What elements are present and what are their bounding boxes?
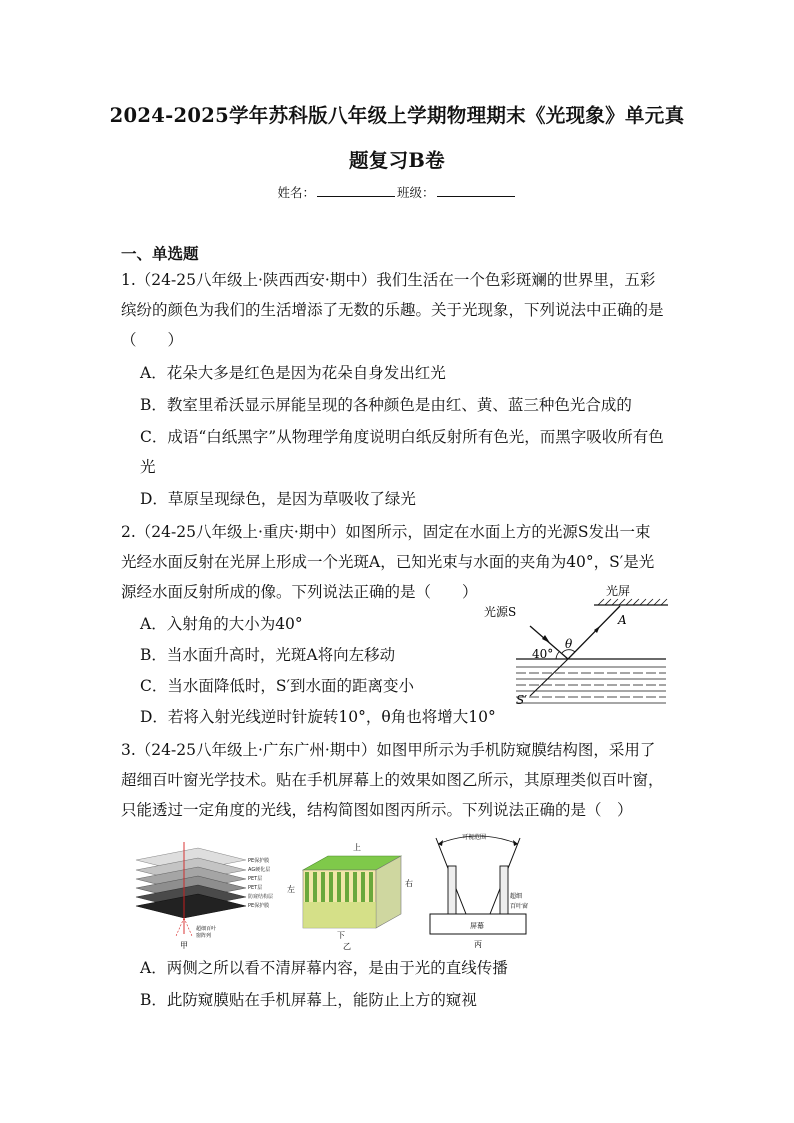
yi-right-label: 右 [405, 879, 413, 888]
q1-option-a: A．花朵大多是红色是因为花朵自身发出红光 [140, 364, 446, 382]
screen-label: 光屏 [606, 584, 631, 598]
q2-stem-line3: 源经水面反射所成的像。下列说法正确的是（ ） [121, 583, 478, 601]
image-ray [530, 659, 568, 696]
q3-figure-yi [283, 840, 423, 950]
image-s-prime-label: S′ [516, 693, 527, 707]
louver-right [500, 866, 508, 914]
louver-note2: 窗阵列 [196, 933, 212, 939]
svg-text:防窥结构层: 防窥结构层 [248, 894, 274, 900]
q3-figure-jia [118, 838, 288, 950]
q2-option-c: C．当水面降低时，S′到水面的距离变小 [140, 677, 414, 695]
page-title-line2: 题复习B卷 [349, 149, 445, 172]
q2-stem-line2: 光经水面反射在光屏上形成一个光斑A，已知光束与水面的夹角为40°，S′是光 [121, 553, 655, 571]
q3-stem-line2: 超细百叶窗光学技术。贴在手机屏幕上的效果如图乙所示，其原理类似百叶窗， [121, 771, 664, 789]
layer-labels [248, 857, 273, 909]
q2-reflection-figure [478, 582, 678, 712]
name-blank[interactable] [317, 184, 395, 197]
reflected-ray [568, 606, 620, 659]
q1-option-b: B．教室里希沃显示屏能呈现的各种颜色是由红、黄、蓝三种色光合成的 [140, 396, 632, 414]
louver-note1: 超细百叶 [196, 926, 217, 932]
svg-text:PE保护膜: PE保护膜 [248, 858, 270, 864]
class-blank[interactable] [437, 184, 515, 197]
page-title-line1: 2024-2025学年苏科版八年级上学期物理期末《光现象》单元真 [109, 104, 685, 127]
q3-stem-line3: 只能透过一定角度的光线，结构简图如图丙所示。下列说法正确的是（ ） [121, 801, 633, 819]
q1-option-c-line1: C．成语“白纸黑字”从物理学角度说明白纸反射所有色光，而黑字吸收所有色 [140, 428, 664, 446]
louver-left [448, 866, 456, 914]
theta-label: θ [565, 637, 573, 651]
q2-stem-line1: 2.（24-25八年级上·重庆·期中）如图所示，固定在水面上方的光源S发出一束 [121, 523, 651, 541]
svg-text:PET层: PET层 [248, 876, 263, 882]
film-layers [136, 848, 246, 918]
angle-40-label: 40° [532, 647, 554, 661]
q2-option-b: B．当水面升高时，光斑A将向左移动 [140, 646, 396, 664]
water-hatching [516, 667, 666, 703]
source-label: 光源S [484, 605, 517, 619]
q3-stem-line1: 3.（24-25八年级上·广东广州·期中）如图甲所示为手机防窥膜结构图，采用了 [121, 741, 656, 759]
q1-stem-line3: （ ） [121, 331, 184, 349]
name-label: 姓名： [277, 185, 315, 200]
svg-text:PE保护膜: PE保护膜 [248, 903, 270, 909]
q1-option-d: D．草原呈现绿色，是因为草吸收了绿光 [140, 490, 416, 508]
incident-arrow [542, 635, 550, 643]
screen-base-label: 屏幕 [470, 922, 484, 930]
louver-label1: 超细 [510, 893, 523, 900]
svg-text:PET层: PET层 [248, 885, 263, 891]
q3-figure-bing [418, 830, 538, 952]
fig-bing-caption: 丙 [474, 940, 482, 949]
q1-stem-line1: 1.（24-25八年级上·陕西西安·期中）我们生活在一个色彩斑斓的世界里，五彩 [121, 271, 656, 289]
q3-option-b: B．此防窥膜贴在手机屏幕上，能防止上方的窥视 [140, 991, 477, 1009]
screen-hatching [598, 599, 667, 605]
q1-stem-line2: 缤纷的颜色为我们的生活增添了无数的乐趣。关于光现象，下列说法中正确的是 [121, 301, 664, 319]
q2-option-d: D．若将入射光线逆时针旋转10°，θ角也将增大10° [140, 708, 496, 726]
q2-option-a: A．入射角的大小为40° [140, 615, 303, 633]
visible-range-label: 可视范围 [462, 834, 487, 841]
louver-slats [305, 872, 373, 902]
section-heading: 一、单选题 [121, 244, 199, 263]
name-class-bar [0, 183, 794, 201]
fig-yi-caption: 乙 [343, 942, 351, 950]
class-label: 班级： [397, 185, 435, 200]
svg-text:AG硬化层: AG硬化层 [248, 867, 271, 873]
angle-arc-40 [556, 652, 559, 659]
fig-jia-caption: 甲 [180, 941, 188, 950]
yi-bottom-label: 下 [337, 931, 345, 940]
yi-left-label: 左 [287, 885, 295, 894]
spot-a-label: A [618, 613, 627, 627]
q3-option-a: A．两侧之所以看不清屏幕内容，是由于光的直线传播 [140, 959, 508, 977]
q1-option-c-line2: 光 [140, 458, 156, 476]
yi-top-label: 上 [353, 843, 361, 852]
louver-label2: 百叶窗 [510, 903, 529, 910]
